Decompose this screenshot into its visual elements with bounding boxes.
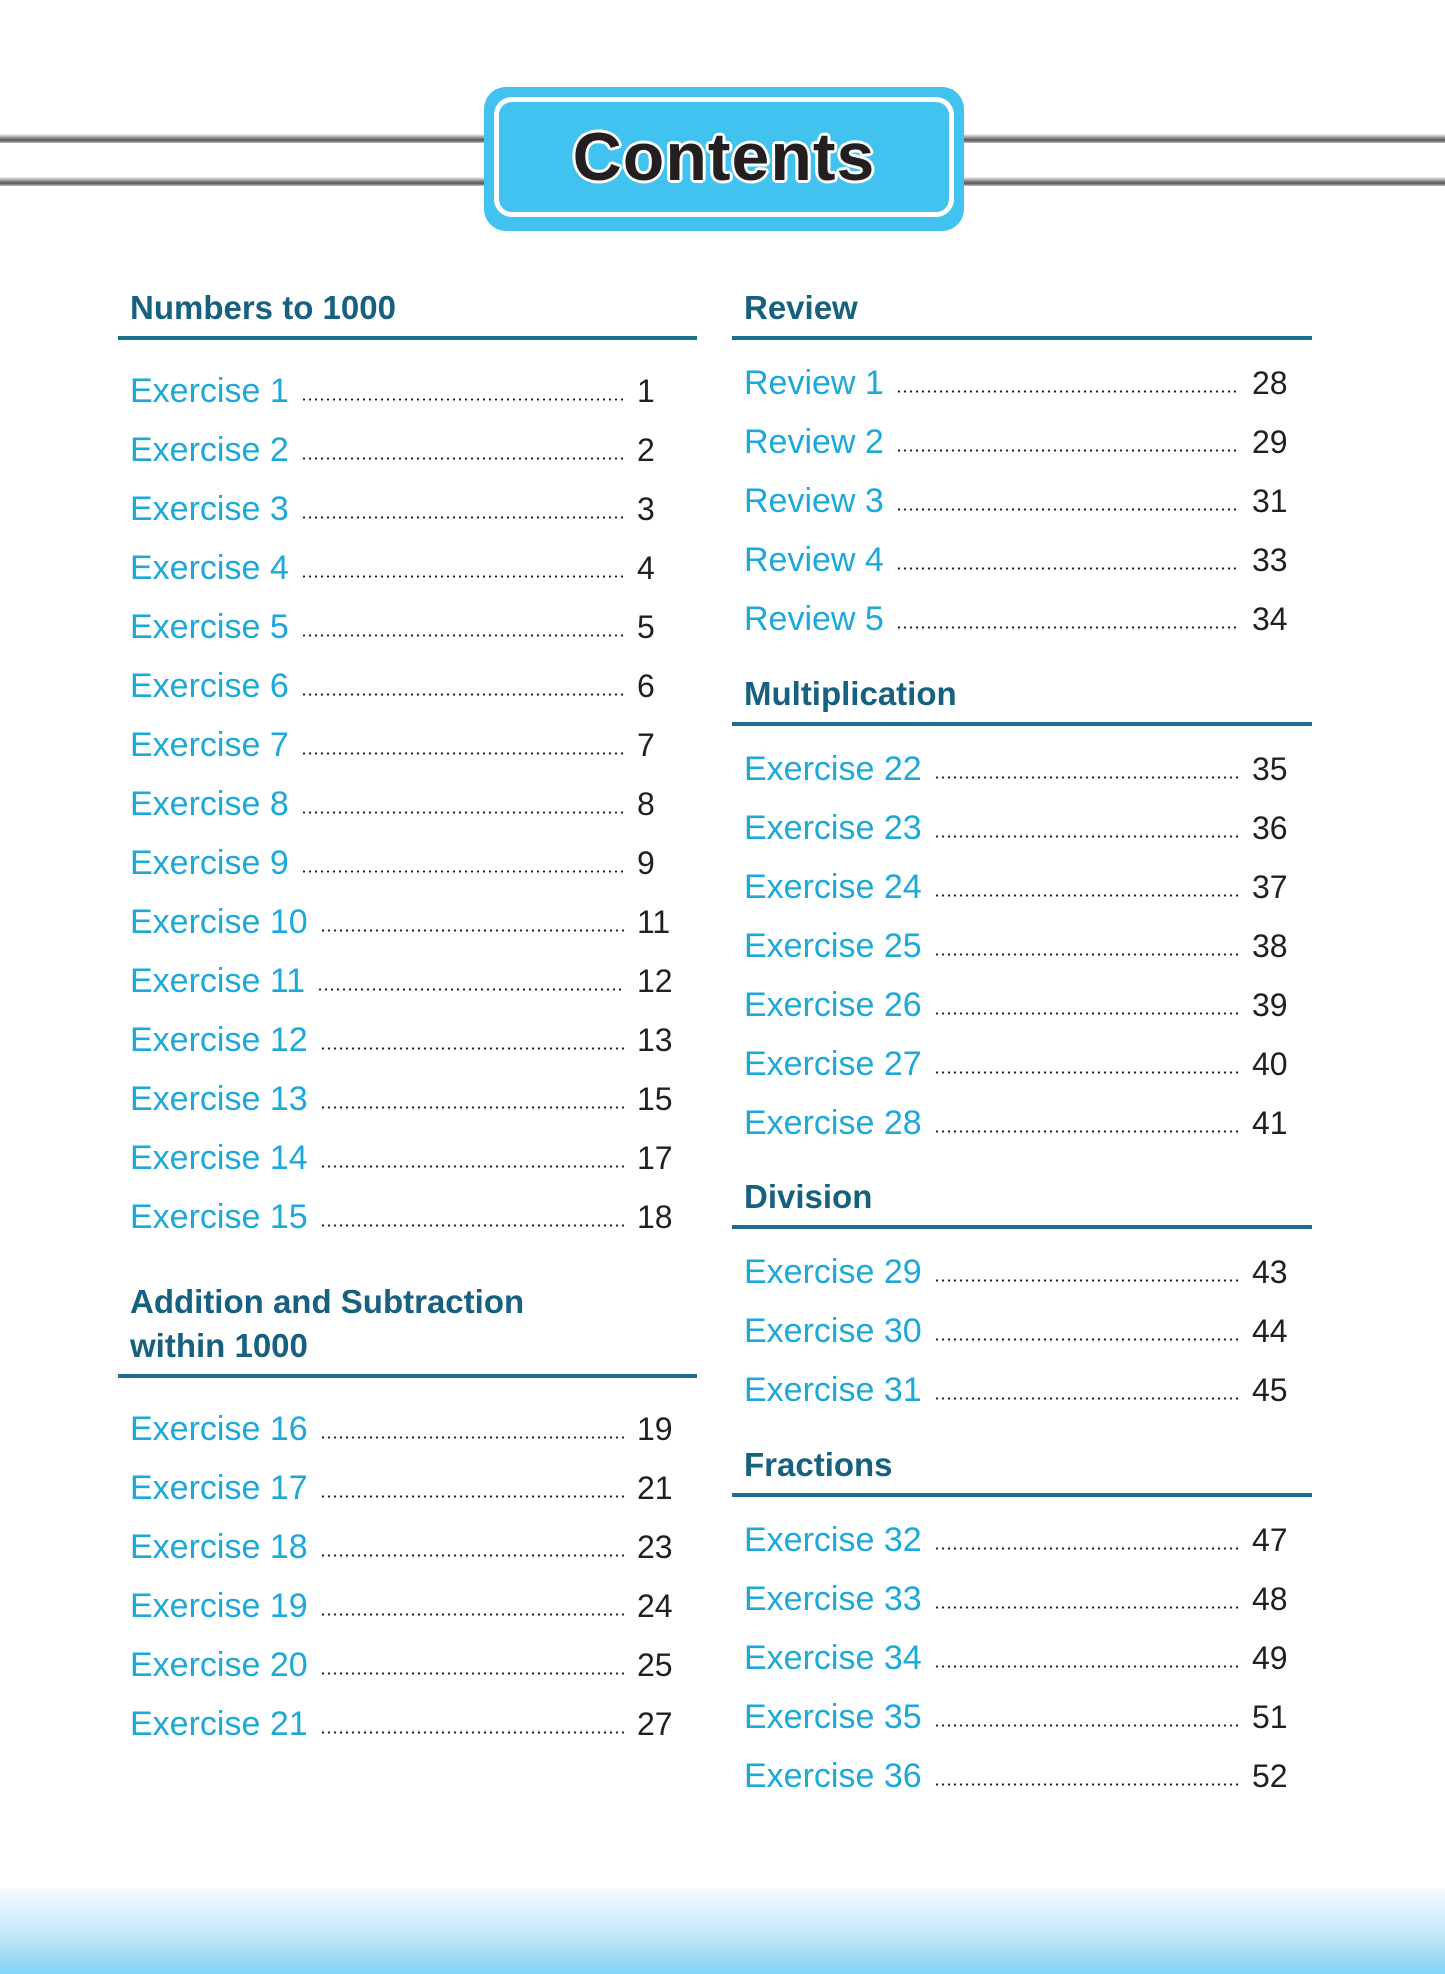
toc-entry-label[interactable]: Exercise 10 [130, 903, 308, 941]
toc-entry-page-number: 11 [637, 904, 671, 940]
dot-leader [934, 776, 1240, 779]
toc-entry-page-number: 35 [1252, 751, 1288, 787]
toc-entry[interactable] [118, 765, 697, 824]
section-heading: Review [744, 289, 858, 326]
toc-entry-page-number: 39 [1252, 987, 1288, 1023]
dot-leader [301, 811, 625, 814]
toc-entry-page-number: 33 [1252, 542, 1288, 578]
entry-list [118, 1390, 697, 1744]
toc-entry-page-number: 23 [637, 1529, 673, 1565]
toc-entry-page-number: 24 [637, 1588, 673, 1624]
dot-leader [301, 693, 625, 696]
toc-entry-page-number: 36 [1252, 810, 1288, 846]
dot-leader [301, 398, 625, 401]
toc-entry-page-number: 2 [637, 432, 655, 468]
toc-entry-label[interactable]: Exercise 7 [130, 726, 289, 764]
toc-entry[interactable] [732, 789, 1312, 848]
toc-entry-page-number: 12 [637, 963, 673, 999]
toc-entry-page-number: 52 [1252, 1758, 1288, 1794]
section-heading [118, 1280, 697, 1368]
toc-entry[interactable] [118, 1119, 697, 1178]
entry-list [732, 1501, 1312, 1796]
toc-entry[interactable] [118, 1685, 697, 1744]
title-banner-inner [494, 97, 954, 217]
toc-entry-page-number: 5 [637, 609, 655, 645]
section-rule [732, 1225, 1312, 1229]
section-heading-line1: Addition and Subtraction [130, 1283, 525, 1320]
dot-leader [301, 457, 625, 460]
toc-entry-page-number: 38 [1252, 928, 1288, 964]
toc-entry-label[interactable]: Exercise 35 [744, 1698, 922, 1736]
toc-entry-page-number: 9 [637, 845, 655, 881]
toc-entry[interactable] [118, 1567, 697, 1626]
toc-entry[interactable] [732, 966, 1312, 1025]
toc-entry[interactable] [118, 647, 697, 706]
toc-entry[interactable] [732, 1292, 1312, 1351]
section-heading-line2: within 1000 [130, 1327, 308, 1364]
toc-entry-page-number: 40 [1252, 1046, 1288, 1082]
toc-entry[interactable] [732, 1501, 1312, 1560]
toc-entry-label[interactable]: Exercise 11 [130, 962, 306, 1000]
toc-entry-page-number: 49 [1252, 1640, 1288, 1676]
footer-gradient-band [0, 1888, 1445, 1974]
toc-entry-page-number: 47 [1252, 1522, 1288, 1558]
dot-leader [934, 1724, 1240, 1727]
toc-entry-page-number: 6 [637, 668, 655, 704]
toc-entry-label[interactable]: Exercise 20 [130, 1646, 308, 1684]
toc-entry-label[interactable]: Review 2 [744, 423, 884, 461]
toc-entry-label[interactable]: Exercise 18 [130, 1528, 308, 1566]
dot-leader [934, 1665, 1240, 1668]
toc-entry[interactable] [118, 1626, 697, 1685]
entry-list [732, 344, 1312, 639]
toc-entry[interactable] [732, 1619, 1312, 1678]
toc-entry-page-number: 43 [1252, 1254, 1288, 1290]
toc-entry[interactable] [118, 1449, 697, 1508]
toc-entry-label[interactable]: Exercise 9 [130, 844, 289, 882]
section-numbers-to-1000 [118, 286, 697, 1237]
toc-entry-label[interactable]: Exercise 36 [744, 1757, 922, 1795]
toc-entry[interactable] [118, 1001, 697, 1060]
dot-leader [320, 1613, 625, 1616]
toc-entry[interactable] [118, 1178, 697, 1237]
toc-entry-label[interactable]: Exercise 25 [744, 927, 922, 965]
dot-leader [896, 567, 1240, 570]
toc-entry-page-number: 17 [637, 1140, 673, 1176]
toc-entry-label[interactable]: Exercise 26 [744, 986, 922, 1024]
section-heading: Numbers to 1000 [130, 289, 396, 326]
toc-entry-label[interactable]: Exercise 8 [130, 785, 289, 823]
dot-leader [320, 1165, 625, 1168]
section-addition-subtraction [118, 1280, 697, 1744]
toc-entry-label[interactable]: Exercise 15 [130, 1198, 308, 1236]
dot-leader [320, 1436, 625, 1439]
toc-entry-page-number: 48 [1252, 1581, 1288, 1617]
toc-entry-label[interactable]: Review 1 [744, 364, 884, 402]
toc-entry[interactable] [118, 1508, 697, 1567]
toc-entry-page-number: 29 [1252, 424, 1288, 460]
toc-entry-page-number: 27 [637, 1706, 673, 1742]
section-rule [118, 1374, 697, 1378]
toc-entry[interactable] [732, 344, 1312, 403]
dot-leader [301, 870, 625, 873]
section-rule [732, 722, 1312, 726]
entry-list [732, 1233, 1312, 1410]
section-division [732, 1175, 1312, 1410]
section-rule [118, 336, 697, 340]
toc-entry-label[interactable]: Exercise 3 [130, 490, 289, 528]
dot-leader [320, 1224, 625, 1227]
toc-entry[interactable] [732, 1233, 1312, 1292]
toc-entry[interactable] [732, 1351, 1312, 1410]
section-multiplication [732, 672, 1312, 1143]
toc-entry-label[interactable]: Exercise 21 [130, 1705, 308, 1743]
toc-entry-page-number: 15 [637, 1081, 673, 1117]
toc-entry[interactable] [732, 848, 1312, 907]
toc-entry-label[interactable]: Exercise 17 [130, 1469, 308, 1507]
toc-entry-page-number: 34 [1252, 601, 1288, 637]
dot-leader [934, 894, 1240, 897]
toc-entry-label[interactable]: Exercise 24 [744, 868, 922, 906]
toc-entry-page-number: 1 [637, 373, 655, 409]
dot-leader [896, 626, 1240, 629]
toc-entry-page-number: 3 [637, 491, 655, 527]
toc-entry[interactable] [732, 1560, 1312, 1619]
dot-leader [934, 1130, 1240, 1133]
title-banner [484, 87, 964, 231]
toc-entry-page-number: 41 [1252, 1105, 1288, 1141]
toc-entry-page-number: 31 [1252, 483, 1288, 519]
dot-leader [301, 575, 625, 578]
toc-entry-page-number: 18 [637, 1199, 673, 1235]
dot-leader [934, 1606, 1240, 1609]
toc-entry[interactable] [732, 580, 1312, 639]
toc-entry-label[interactable]: Exercise 29 [744, 1253, 922, 1291]
toc-entry[interactable] [118, 411, 697, 470]
toc-entry[interactable] [732, 1737, 1312, 1796]
dot-leader [320, 1047, 625, 1050]
section-heading: Fractions [744, 1446, 893, 1483]
toc-entry-label[interactable]: Exercise 12 [130, 1021, 308, 1059]
toc-entry[interactable] [118, 942, 697, 1001]
dot-leader [320, 1672, 625, 1675]
dot-leader [934, 1338, 1240, 1341]
dot-leader [301, 516, 625, 519]
toc-entry-label[interactable]: Exercise 6 [130, 667, 289, 705]
toc-entry-label[interactable]: Exercise 27 [744, 1045, 922, 1083]
toc-entry-label[interactable]: Exercise 16 [130, 1410, 308, 1448]
dot-leader [934, 1783, 1240, 1786]
toc-entry-label[interactable]: Exercise 31 [744, 1371, 922, 1409]
dot-leader [320, 929, 625, 932]
dot-leader [934, 835, 1240, 838]
dot-leader [301, 634, 625, 637]
toc-entry-page-number: 8 [637, 786, 655, 822]
entry-list [732, 730, 1312, 1143]
dot-leader [320, 1554, 625, 1557]
toc-entry-label[interactable]: Exercise 30 [744, 1312, 922, 1350]
toc-entry[interactable] [118, 352, 697, 411]
section-rule [732, 1493, 1312, 1497]
dot-leader [320, 1495, 625, 1498]
toc-entry[interactable] [118, 1060, 697, 1119]
toc-entry[interactable] [732, 1678, 1312, 1737]
dot-leader [934, 1071, 1240, 1074]
toc-entry[interactable] [118, 1390, 697, 1449]
dot-leader [896, 390, 1240, 393]
toc-entry-page-number: 45 [1252, 1372, 1288, 1408]
dot-leader [896, 508, 1240, 511]
toc-entry[interactable] [732, 730, 1312, 789]
toc-entry[interactable] [732, 462, 1312, 521]
toc-entry-page-number: 37 [1252, 869, 1288, 905]
toc-entry-page-number: 4 [637, 550, 655, 586]
toc-entry[interactable] [118, 883, 697, 942]
toc-entry-label[interactable]: Exercise 32 [744, 1521, 922, 1559]
toc-entry-page-number: 7 [637, 727, 655, 763]
toc-entry-page-number: 44 [1252, 1313, 1288, 1349]
section-heading: Multiplication [744, 675, 957, 712]
toc-entry-label[interactable]: Exercise 5 [130, 608, 289, 646]
toc-entry[interactable] [732, 403, 1312, 462]
page-title: Contents [572, 119, 876, 195]
section-heading: Division [744, 1178, 873, 1215]
toc-entry-label[interactable]: Exercise 34 [744, 1639, 922, 1677]
toc-entry-label[interactable]: Exercise 2 [130, 431, 289, 469]
entry-list [118, 352, 697, 1237]
toc-entry-label[interactable]: Review 5 [744, 600, 884, 638]
toc-entry[interactable] [732, 1025, 1312, 1084]
toc-entry[interactable] [732, 1084, 1312, 1143]
dot-leader [934, 953, 1240, 956]
dot-leader [896, 449, 1240, 452]
toc-entry-label[interactable]: Exercise 13 [130, 1080, 308, 1118]
section-fractions [732, 1443, 1312, 1796]
toc-entry[interactable] [118, 588, 697, 647]
dot-leader [934, 1397, 1240, 1400]
toc-entry-label[interactable]: Exercise 19 [130, 1587, 308, 1625]
toc-entry[interactable] [118, 824, 697, 883]
dot-leader [320, 1106, 625, 1109]
toc-entry-page-number: 13 [637, 1022, 673, 1058]
toc-entry-page-number: 21 [637, 1470, 673, 1506]
toc-entry[interactable] [118, 706, 697, 765]
dot-leader [320, 1731, 625, 1734]
section-review [732, 286, 1312, 639]
toc-entry[interactable] [118, 470, 697, 529]
dot-leader [301, 752, 625, 755]
toc-entry[interactable] [732, 521, 1312, 580]
toc-entry-label[interactable]: Review 4 [744, 541, 884, 579]
toc-entry-label[interactable]: Exercise 28 [744, 1104, 922, 1142]
section-rule [732, 336, 1312, 340]
dot-leader [934, 1012, 1240, 1015]
toc-entry-label[interactable]: Exercise 23 [744, 809, 922, 847]
toc-entry-label[interactable]: Exercise 4 [130, 549, 289, 587]
toc-entry[interactable] [118, 529, 697, 588]
dot-leader [934, 1279, 1240, 1282]
toc-entry-page-number: 28 [1252, 365, 1288, 401]
toc-entry-page-number: 19 [637, 1411, 673, 1447]
toc-entry-page-number: 25 [637, 1647, 673, 1683]
toc-entry-label[interactable]: Exercise 22 [744, 750, 922, 788]
toc-entry[interactable] [732, 907, 1312, 966]
toc-entry-label[interactable]: Review 3 [744, 482, 884, 520]
toc-entry-label[interactable]: Exercise 14 [130, 1139, 308, 1177]
dot-leader [317, 988, 625, 991]
toc-entry-label[interactable]: Exercise 33 [744, 1580, 922, 1618]
toc-entry-label[interactable]: Exercise 1 [130, 372, 289, 410]
toc-entry-page-number: 51 [1252, 1699, 1288, 1735]
dot-leader [934, 1547, 1240, 1550]
